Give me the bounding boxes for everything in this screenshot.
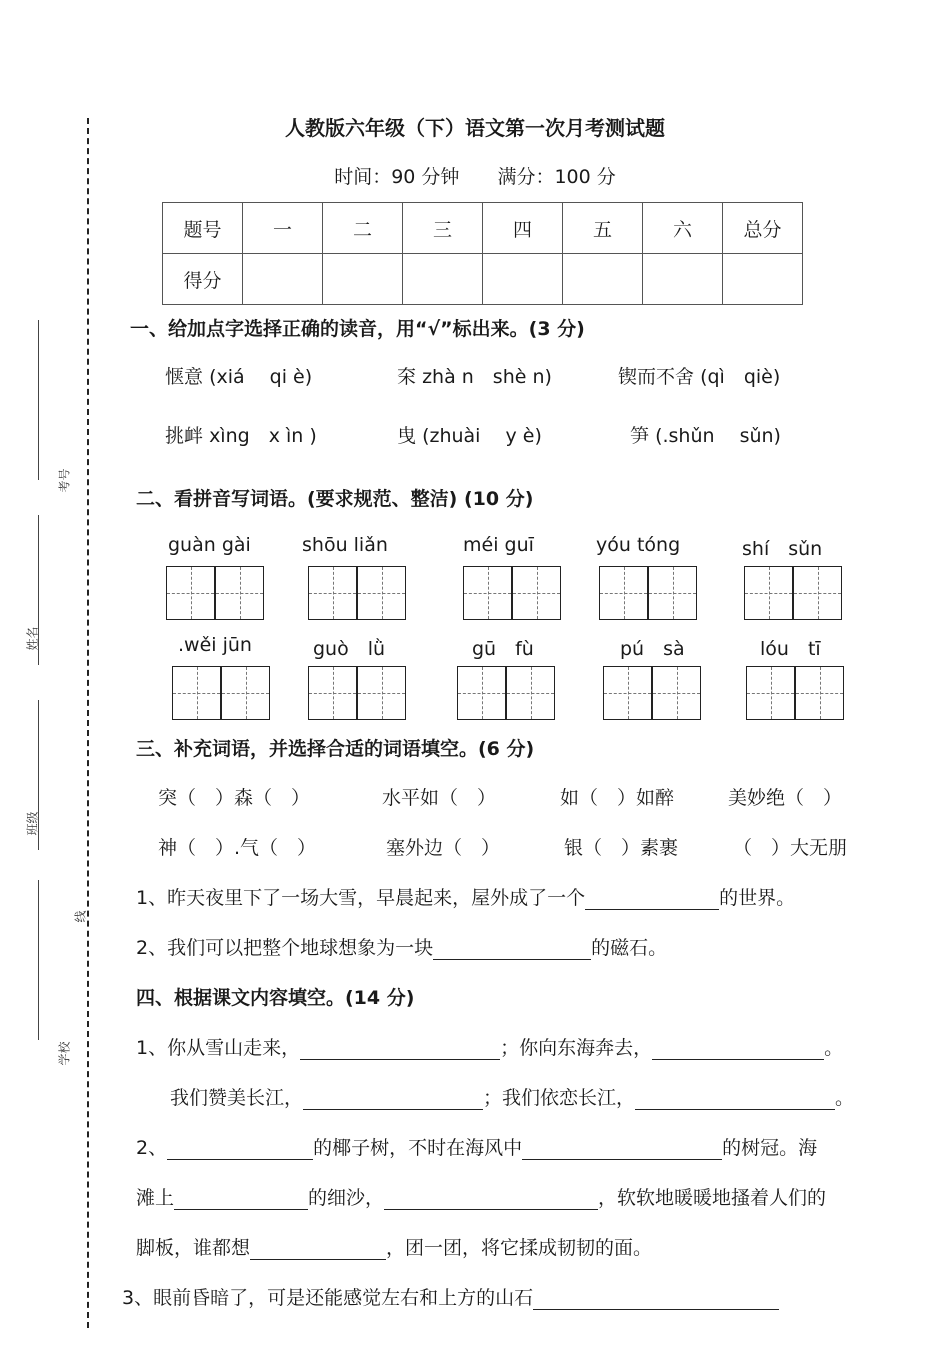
question-text: 1、你从雪山走来， [136, 1037, 301, 1059]
question-text: ；你向东海奔去， [500, 1037, 653, 1059]
s1-item [618, 362, 780, 389]
score-table-score-row [163, 254, 803, 305]
writing-cell[interactable] [599, 566, 648, 620]
answer-blank[interactable] [585, 887, 719, 910]
margin-label-xian: 线 [73, 910, 88, 923]
score-row-label: 得分 [163, 254, 243, 305]
writing-cell[interactable] [648, 566, 697, 620]
s1-word: 挑衅 [165, 425, 204, 447]
idiom-item[interactable]: 美妙绝（ ） [728, 787, 843, 809]
writing-cell[interactable] [457, 666, 506, 720]
answer-blank[interactable] [250, 1237, 386, 1260]
writing-cell[interactable] [308, 566, 357, 620]
s1-item [397, 362, 552, 389]
question-text: ；我们依恋长江， [483, 1087, 636, 1109]
pinyin-label: .wěi jūn [178, 634, 252, 656]
question-text: 脚板，谁都想 [136, 1237, 251, 1259]
question-text: 1、昨天夜里下了一场大雪，早晨起来，屋外成了一个 [136, 887, 586, 909]
idiom-item[interactable]: 如（ ）如醉 [560, 787, 675, 809]
score-header-cell: 二 [323, 203, 403, 254]
writing-cell[interactable] [603, 666, 652, 720]
writing-cell[interactable] [172, 666, 221, 720]
question-text: 的椰子树，不时在海风中 [313, 1137, 523, 1159]
pinyin-label: guàn gài [168, 534, 251, 556]
answer-blank[interactable] [303, 1087, 483, 1110]
question-text: 滩上 [136, 1187, 175, 1209]
pinyin-label: yóu tóng [596, 534, 681, 556]
s4-line [136, 1183, 826, 1210]
answer-blank[interactable] [433, 937, 591, 960]
question-text: 3、眼前昏暗了，可是还能感觉左右和上方的山石 [122, 1287, 534, 1309]
pinyin-label: shí sǔn [742, 538, 823, 560]
s1-word: 惬意 [165, 366, 204, 388]
idiom-item[interactable]: 突（ ）森（ ） [158, 787, 311, 809]
s1-item [165, 362, 312, 389]
score-cell[interactable] [243, 254, 323, 305]
writing-cell[interactable] [506, 666, 555, 720]
writing-cell[interactable] [215, 566, 264, 620]
margin-label-xuexiao: 学校 [57, 1041, 72, 1066]
margin-label-banji: 班级 [25, 811, 40, 836]
s1-item [165, 421, 317, 448]
score-header-cell: 三 [403, 203, 483, 254]
s1-word: 笋 [630, 425, 650, 447]
answer-blank[interactable] [533, 1287, 779, 1310]
question-text: ，软软地暖暖地搔着人们的 [598, 1187, 827, 1209]
question-text: 我们赞美长江， [170, 1087, 304, 1109]
exam-title: 人教版六年级（下）语文第一次月考测试题 [285, 116, 665, 140]
s1-options[interactable]: (qì qiè) [700, 366, 781, 388]
writing-cell[interactable] [744, 566, 793, 620]
writing-grid[interactable] [599, 566, 697, 620]
s4-line [170, 1083, 854, 1110]
score-header-cell: 五 [563, 203, 643, 254]
answer-blank[interactable] [384, 1187, 598, 1210]
s1-options[interactable]: zhà n shè n) [422, 366, 552, 388]
score-header-cell: 一 [243, 203, 323, 254]
exam-subtitle [0, 162, 950, 189]
s1-options[interactable]: (.shǔn sǔn) [655, 425, 781, 447]
writing-grid[interactable] [457, 666, 555, 720]
writing-cell[interactable] [512, 566, 561, 620]
writing-cell[interactable] [357, 566, 406, 620]
writing-grid[interactable] [308, 666, 406, 720]
s3-question-1 [136, 883, 795, 910]
s1-word: 㚓 [397, 366, 417, 388]
question-text: 的树冠。海 [722, 1137, 818, 1159]
section-4-heading: 四、根据课文内容填空。(14 分) [136, 987, 415, 1009]
score-cell[interactable] [563, 254, 643, 305]
question-text: ，团一团，将它揉成韧韧的面。 [386, 1237, 653, 1259]
answer-blank[interactable] [300, 1037, 500, 1060]
writing-cell[interactable] [463, 566, 512, 620]
writing-grid[interactable] [166, 566, 264, 620]
question-text: 。 [835, 1087, 855, 1109]
margin-line-xuexiao [38, 880, 39, 1040]
answer-blank[interactable] [652, 1037, 824, 1060]
writing-grid[interactable] [746, 666, 844, 720]
s3-question-2 [136, 933, 667, 960]
writing-cell[interactable] [793, 566, 842, 620]
score-cell[interactable] [643, 254, 723, 305]
score-header-cell: 六 [643, 203, 723, 254]
writing-cell[interactable] [746, 666, 795, 720]
writing-grid[interactable] [744, 566, 842, 620]
pinyin-label: shōu liǎn [302, 534, 388, 556]
pinyin-label: pú sà [620, 638, 685, 660]
s1-word: 锲而不舍 [618, 366, 695, 388]
writing-cell[interactable] [652, 666, 701, 720]
answer-blank[interactable] [522, 1137, 722, 1160]
s1-item [630, 421, 781, 448]
score-table-header-row [163, 203, 803, 254]
question-text: 。 [824, 1037, 844, 1059]
s4-line [136, 1233, 652, 1260]
idiom-item[interactable]: 银（ ）素裹 [564, 837, 679, 859]
s1-options[interactable]: (zhuài y è) [422, 425, 542, 447]
idiom-item[interactable]: （ ）大无朋 [733, 837, 848, 859]
score-header-cell: 总分 [723, 203, 803, 254]
answer-blank[interactable] [174, 1187, 308, 1210]
section-1-heading: 一、给加点字选择正确的读音，用“√”标出来。(3 分) [130, 318, 585, 340]
writing-cell[interactable] [166, 566, 215, 620]
writing-cell[interactable] [357, 666, 406, 720]
score-table [162, 202, 803, 305]
score-header-cell: 四 [483, 203, 563, 254]
idiom-item[interactable]: 水平如（ ） [382, 787, 497, 809]
section-3-heading: 三、补充词语，并选择合适的词语填空。(6 分) [136, 738, 535, 760]
pinyin-label: méi guī [463, 534, 534, 556]
time-label: 时间：90 分钟 [334, 166, 460, 188]
s4-line [136, 1033, 843, 1060]
question-text: 2、我们可以把整个地球想象为一块 [136, 937, 434, 959]
score-header-cell: 题号 [163, 203, 243, 254]
s1-word: 曳 [397, 425, 417, 447]
score-cell[interactable] [323, 254, 403, 305]
writing-cell[interactable] [795, 666, 844, 720]
writing-cell[interactable] [221, 666, 270, 720]
answer-blank[interactable] [167, 1137, 313, 1160]
section-2-heading: 二、看拼音写词语。(要求规范、整洁) (10 分) [136, 488, 534, 510]
question-text: 的磁石。 [591, 937, 668, 959]
idiom-item[interactable]: 塞外边（ ） [386, 837, 501, 859]
binding-dashed-line [87, 118, 89, 1328]
margin-line-kaohao [38, 320, 39, 480]
s1-options[interactable]: (xiá qi è) [209, 366, 313, 388]
question-text: 的世界。 [719, 887, 796, 909]
score-cell[interactable] [723, 254, 803, 305]
margin-label-kaohao: 考号 [57, 468, 72, 493]
question-text: 2、 [136, 1137, 168, 1159]
answer-blank[interactable] [635, 1087, 835, 1110]
s1-item [397, 421, 542, 448]
writing-grid[interactable] [603, 666, 701, 720]
full-score-label: 满分：100 分 [497, 166, 616, 188]
writing-grid[interactable] [308, 566, 406, 620]
writing-grid[interactable] [463, 566, 561, 620]
score-cell[interactable] [403, 254, 483, 305]
s4-line [136, 1133, 817, 1160]
idiom-item[interactable]: 神（ ）.气（ ） [158, 837, 317, 859]
s1-options[interactable]: xìng x ìn ) [209, 425, 317, 447]
writing-cell[interactable] [308, 666, 357, 720]
pinyin-label: guò lǜ [313, 638, 386, 660]
score-cell[interactable] [483, 254, 563, 305]
pinyin-label: gū fù [472, 638, 534, 660]
s4-line [122, 1283, 779, 1310]
margin-label-xingming: 姓名 [25, 626, 40, 651]
pinyin-label: lóu tī [760, 638, 821, 660]
writing-grid[interactable] [172, 666, 270, 720]
question-text: 的细沙， [308, 1187, 385, 1209]
